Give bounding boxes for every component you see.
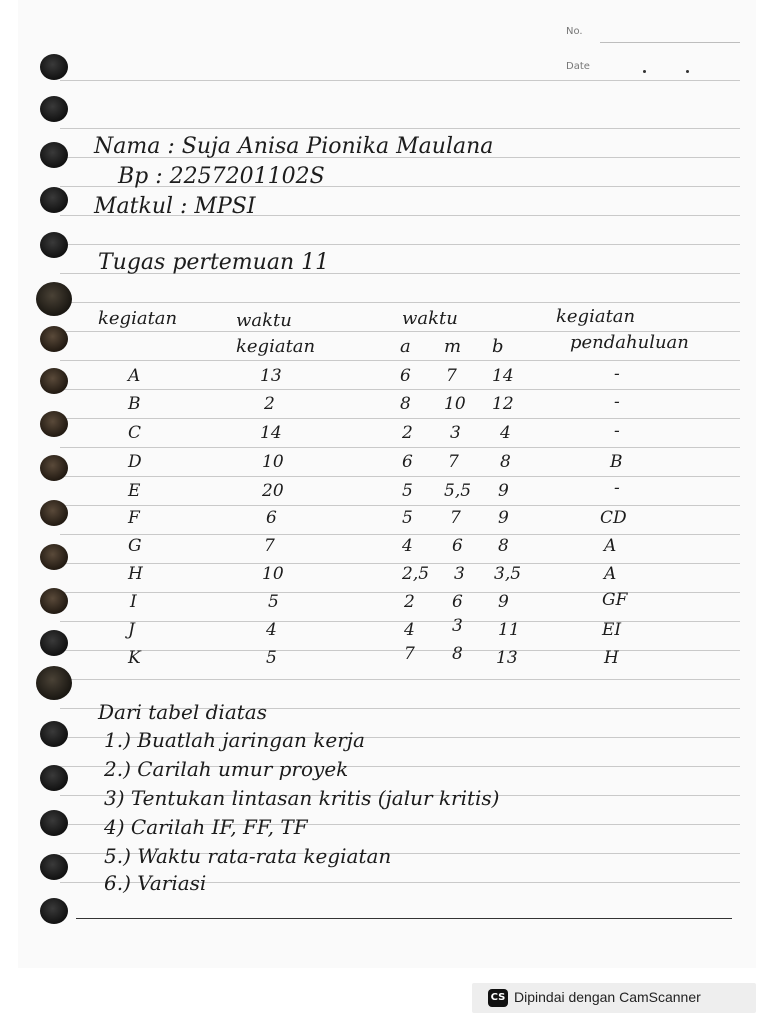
binder-hole: [40, 898, 68, 924]
binder-hole: [40, 54, 68, 80]
ruled-line: [60, 563, 740, 564]
no-line: [600, 42, 740, 43]
col-b: b: [492, 336, 504, 357]
cell-a: 2,5: [402, 564, 430, 584]
cell-waktu: 2: [264, 394, 275, 414]
binder-hole: [36, 282, 72, 316]
cell-a: 6: [400, 366, 411, 386]
cell-m: 7: [446, 366, 457, 386]
binder-hole: [40, 630, 68, 656]
cell-m: 3: [452, 616, 463, 636]
cell-kegiatan: B: [128, 394, 141, 414]
camscanner-logo-icon: CS: [488, 989, 508, 1007]
instructions-intro: Dari tabel diatas: [98, 700, 267, 724]
col-waktu-kegiatan-1: waktu: [236, 310, 292, 331]
ruled-line: [60, 650, 740, 651]
ruled-line: [60, 592, 740, 593]
cell-kegiatan: E: [128, 481, 141, 501]
instruction-item: 4) Carilah IF, FF, TF: [104, 815, 308, 839]
ruled-line: [60, 534, 740, 535]
binder-hole: [40, 326, 68, 352]
cell-b: 9: [498, 481, 509, 501]
cell-pendahuluan: CD: [600, 508, 627, 528]
cell-b: 8: [498, 536, 509, 556]
cell-pendahuluan: H: [604, 648, 619, 668]
cell-kegiatan: C: [128, 423, 142, 443]
binder-hole: [40, 411, 68, 437]
binder-hole: [40, 187, 68, 213]
cell-b: 9: [498, 592, 509, 612]
ruled-line: [60, 679, 740, 680]
cell-kegiatan: A: [128, 366, 141, 386]
date-label: Date: [566, 61, 590, 72]
binder-hole: [40, 455, 68, 481]
ruled-line: [60, 505, 740, 506]
cell-waktu: 5: [268, 592, 279, 612]
col-waktu: waktu: [402, 308, 458, 329]
cell-a: 2: [402, 423, 413, 443]
cell-waktu: 6: [266, 508, 277, 528]
cell-a: 4: [404, 620, 415, 640]
cell-b: 4: [500, 423, 511, 443]
cell-a: 2: [404, 592, 415, 612]
cell-kegiatan: J: [128, 620, 135, 640]
cell-waktu: 5: [266, 648, 277, 668]
cell-kegiatan: I: [130, 592, 137, 612]
cell-pendahuluan: A: [604, 564, 617, 584]
cell-waktu: 14: [260, 423, 282, 443]
cell-kegiatan: D: [128, 452, 142, 472]
cell-pendahuluan: EI: [602, 620, 622, 640]
cell-kegiatan: G: [128, 536, 142, 556]
col-pendahuluan-2: pendahuluan: [570, 332, 689, 353]
cell-b: 11: [498, 620, 520, 640]
instruction-item: 1.) Buatlah jaringan kerja: [104, 728, 365, 752]
cell-m: 6: [452, 592, 463, 612]
cell-b: 9: [498, 508, 509, 528]
cell-a: 6: [402, 452, 413, 472]
cell-b: 13: [496, 648, 518, 668]
cell-kegiatan: F: [128, 508, 140, 528]
cell-b: 3,5: [494, 564, 522, 584]
binder-hole: [36, 666, 72, 700]
binder-hole: [40, 810, 68, 836]
no-label: No.: [566, 26, 583, 37]
ruled-line: [60, 389, 740, 390]
cell-pendahuluan: B: [610, 452, 623, 472]
col-pendahuluan-1: kegiatan: [556, 306, 636, 327]
cell-b: 8: [500, 452, 511, 472]
cell-m: 7: [448, 452, 459, 472]
ruled-line: [60, 302, 740, 303]
ruled-line: [60, 360, 740, 361]
col-a: a: [400, 336, 411, 357]
instruction-item: 6.) Variasi: [104, 871, 207, 895]
cell-m: 3: [454, 564, 465, 584]
cell-waktu: 20: [262, 481, 284, 501]
binder-hole: [40, 721, 68, 747]
cell-waktu: 7: [264, 536, 275, 556]
cell-m: 8: [452, 644, 463, 664]
ruled-line: [60, 621, 740, 622]
cell-kegiatan: H: [128, 564, 143, 584]
cell-a: 8: [400, 394, 411, 414]
cell-waktu: 10: [262, 564, 284, 584]
instruction-item: 5.) Waktu rata-rata kegiatan: [104, 844, 392, 868]
cell-pendahuluan: A: [604, 536, 617, 556]
date-dot: [686, 70, 689, 73]
cell-waktu: 10: [262, 452, 284, 472]
binder-hole: [40, 368, 68, 394]
date-dot: [643, 70, 646, 73]
cell-pendahuluan: -: [614, 421, 620, 441]
cell-m: 7: [450, 508, 461, 528]
cell-pendahuluan: -: [614, 392, 620, 412]
cell-a: 5: [402, 508, 413, 528]
cell-a: 7: [404, 644, 415, 664]
col-waktu-kegiatan-2: kegiatan: [236, 336, 316, 357]
instruction-item: 2.) Carilah umur proyek: [104, 757, 349, 781]
binder-hole: [40, 588, 68, 614]
cell-pendahuluan: GF: [602, 590, 628, 610]
ruled-line: [60, 128, 740, 129]
cell-m: 10: [444, 394, 466, 414]
col-kegiatan: kegiatan: [98, 308, 178, 329]
binder-hole: [40, 96, 68, 122]
cell-a: 5: [402, 481, 413, 501]
camscanner-text: Dipindai dengan CamScanner: [514, 989, 701, 1005]
ruled-line: [60, 476, 740, 477]
cell-m: 6: [452, 536, 463, 556]
cell-waktu: 4: [266, 620, 277, 640]
matkul-line: Matkul : MPSI: [94, 194, 256, 219]
assignment-title: Tugas pertemuan 11: [98, 250, 330, 275]
cell-pendahuluan: -: [614, 478, 620, 498]
binder-hole: [40, 544, 68, 570]
nama-line: Nama : Suja Anisa Pionika Maulana: [94, 134, 494, 159]
binder-hole: [40, 854, 68, 880]
ruled-line: [60, 418, 740, 419]
cell-waktu: 13: [260, 366, 282, 386]
ruled-line: [60, 447, 740, 448]
binder-hole: [40, 500, 68, 526]
cell-pendahuluan: -: [614, 364, 620, 384]
cell-b: 12: [492, 394, 514, 414]
ruled-line: [60, 244, 740, 245]
cell-a: 4: [402, 536, 413, 556]
cell-m: 3: [450, 423, 461, 443]
ruled-line: [76, 918, 732, 919]
binder-hole: [40, 142, 68, 168]
instruction-item: 3) Tentukan lintasan kritis (jalur kritis): [104, 786, 500, 810]
ruled-line: [60, 80, 740, 81]
cell-kegiatan: K: [128, 648, 141, 668]
cell-b: 14: [492, 366, 514, 386]
binder-hole: [40, 232, 68, 258]
bp-line: Bp : 2257201102S: [118, 164, 325, 189]
col-m: m: [444, 336, 462, 357]
binder-hole: [40, 765, 68, 791]
cell-m: 5,5: [444, 481, 472, 501]
